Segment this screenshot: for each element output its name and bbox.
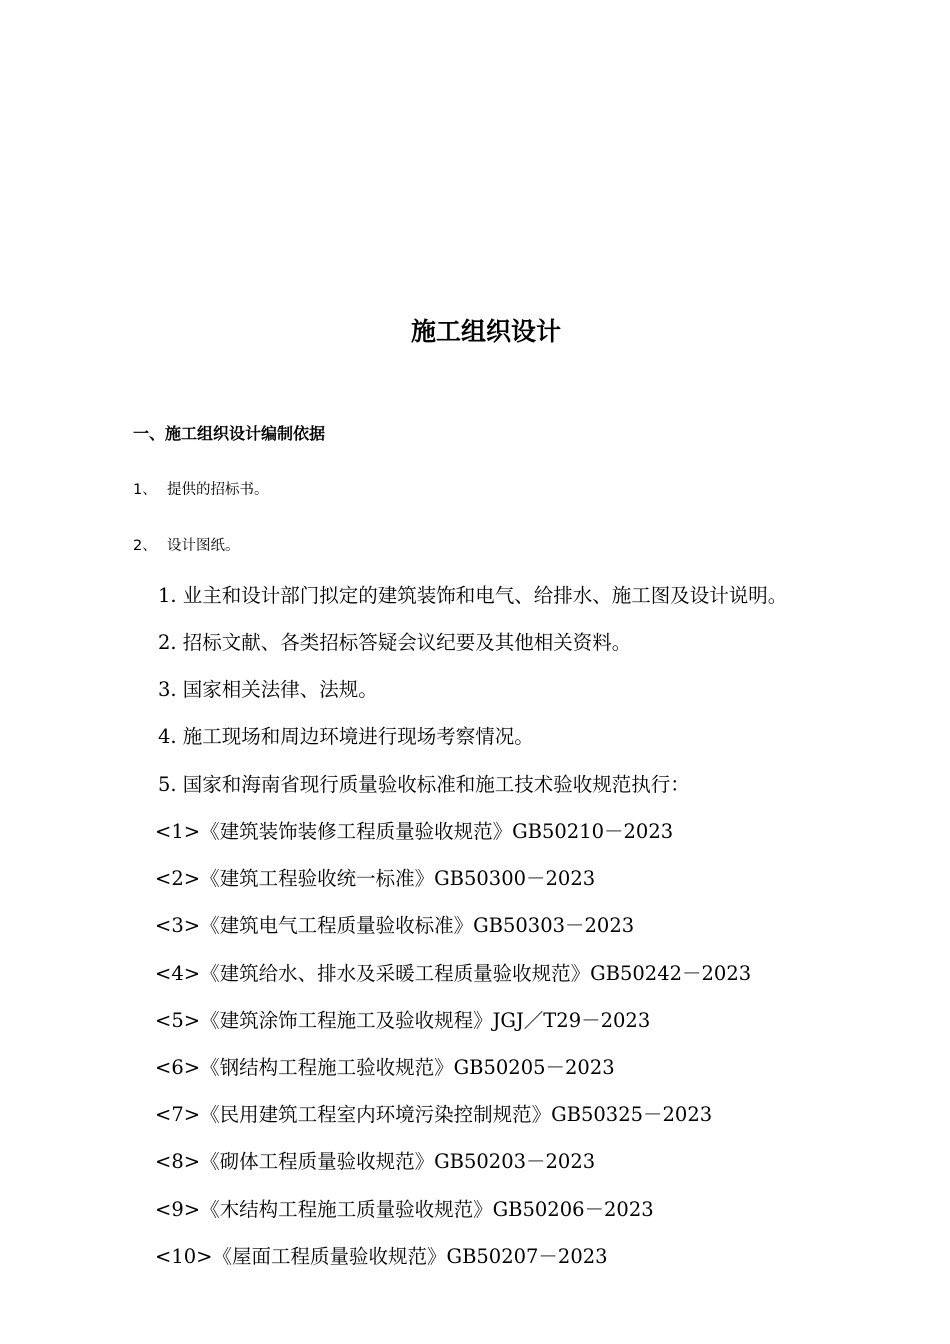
section-heading: 一、施工组织设计编制依据 [133, 424, 326, 443]
basis-item-1 [133, 479, 269, 501]
basis-item-text: 提供的招标书。 [167, 482, 269, 498]
standard-item-6: <6>《钢结构工程施工验收规范》GB50205－2023 [155, 1056, 615, 1079]
document-title: 施工组织设计 [410, 317, 561, 346]
standard-item-3: <3>《建筑电气工程质量验收标准》GB50303－2023 [155, 914, 635, 937]
numbered-item-4: 4. 施工现场和周边环境进行现场考察情况。 [158, 725, 534, 748]
numbered-item-3: 3. 国家相关法律、法规。 [158, 678, 378, 701]
standard-item-4: <4>《建筑给水、排水及采暖工程质量验收规范》GB50242－2023 [155, 962, 752, 985]
basis-item-text: 设计图纸。 [167, 538, 240, 554]
standard-item-5: <5>《建筑涂饰工程施工及验收规程》JGJ／T29－2023 [155, 1009, 651, 1032]
standard-item-1: <1>《建筑装饰装修工程质量验收规范》GB50210－2023 [155, 820, 674, 843]
standard-item-10: <10>《屋面工程质量验收规范》GB50207－2023 [155, 1245, 608, 1268]
basis-item-number: 2、 [133, 538, 157, 554]
standard-item-2: <2>《建筑工程验收统一标准》GB50300－2023 [155, 867, 596, 890]
numbered-item-2: 2. 招标文献、各类招标答疑会议纪要及其他相关资料。 [158, 631, 632, 654]
standard-item-8: <8>《砌体工程质量验收规范》GB50203－2023 [155, 1150, 596, 1173]
basis-item-2 [133, 535, 240, 557]
numbered-item-1: 1. 业主和设计部门拟定的建筑装饰和电气、给排水、施工图及设计说明。 [158, 584, 788, 607]
standard-item-9: <9>《木结构工程施工质量验收规范》GB50206－2023 [155, 1198, 654, 1221]
basis-item-number: 1、 [133, 482, 157, 498]
numbered-item-5: 5. 国家和海南省现行质量验收标准和施工技术验收规范执行： [158, 773, 690, 796]
standard-item-7: <7>《民用建筑工程室内环境污染控制规范》GB50325－2023 [155, 1103, 713, 1126]
